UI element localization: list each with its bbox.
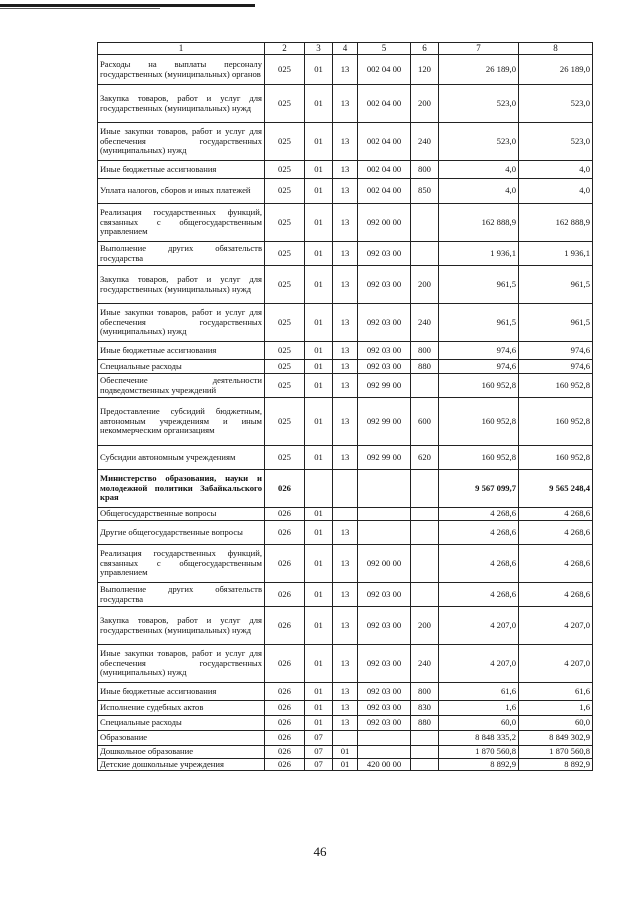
row-name-cell: Иные бюджетные ассигнования: [98, 161, 265, 179]
amount-col7-cell: 523,0: [439, 123, 519, 161]
amount-col7-cell: 4 268,6: [439, 545, 519, 583]
code-ministry-cell: 025: [265, 446, 305, 470]
code-type-cell: [411, 759, 439, 771]
code-section-cell: 01: [305, 583, 333, 607]
row-name-cell: Иные закупки товаров, работ и услуг для обеспечения государственных (муниципальных) нужд: [98, 123, 265, 161]
amount-col7-cell: 1,6: [439, 701, 519, 716]
code-subsection-cell: 13: [333, 716, 358, 731]
amount-col8-cell: 4 268,6: [519, 508, 593, 521]
code-target-cell: [358, 746, 411, 759]
table-header-row: [98, 43, 593, 55]
code-ministry-cell: 026: [265, 521, 305, 545]
code-subsection-cell: 13: [333, 683, 358, 701]
row-name-cell: Министерство образования, науки и молодежной политики Забайкальского края: [98, 470, 265, 508]
row-name-cell: Специальные расходы: [98, 716, 265, 731]
page-number: 46: [313, 844, 327, 859]
amount-col8-cell: 1 936,1: [519, 242, 593, 266]
code-type-cell: 830: [411, 701, 439, 716]
amount-col8-cell: 1 870 560,8: [519, 746, 593, 759]
amount-col7-cell: 60,0: [439, 716, 519, 731]
row-name-cell: Расходы на выплаты персоналу государственных (муниципальных) органов: [98, 55, 265, 85]
table-row: [98, 508, 593, 521]
code-target-cell: 002 04 00: [358, 85, 411, 123]
row-name-cell: Уплата налогов, сборов и иных платежей: [98, 179, 265, 204]
code-type-cell: [411, 470, 439, 508]
code-target-cell: [358, 731, 411, 746]
code-subsection-cell: 13: [333, 360, 358, 374]
amount-col7-cell: 961,5: [439, 304, 519, 342]
amount-col7-cell: 4 268,6: [439, 508, 519, 521]
table-row: [98, 123, 593, 161]
code-type-cell: 240: [411, 123, 439, 161]
code-ministry-cell: 025: [265, 242, 305, 266]
code-ministry-cell: 026: [265, 759, 305, 771]
amount-col7-cell: 160 952,8: [439, 446, 519, 470]
amount-col8-cell: 974,6: [519, 360, 593, 374]
code-section-cell: 01: [305, 645, 333, 683]
code-ministry-cell: 025: [265, 398, 305, 446]
amount-col7-cell: 4 268,6: [439, 583, 519, 607]
code-subsection-cell: 13: [333, 304, 358, 342]
code-section-cell: 01: [305, 179, 333, 204]
amount-col8-cell: 4 207,0: [519, 645, 593, 683]
amount-col7-cell: 961,5: [439, 266, 519, 304]
amount-col8-cell: 523,0: [519, 85, 593, 123]
code-ministry-cell: 025: [265, 266, 305, 304]
code-section-cell: [305, 470, 333, 508]
row-name-cell: Иные закупки товаров, работ и услуг для обеспечения государственных (муниципальных) нужд: [98, 645, 265, 683]
code-type-cell: 120: [411, 55, 439, 85]
header-cell: 2: [265, 43, 305, 55]
code-target-cell: 092 00 00: [358, 545, 411, 583]
code-type-cell: [411, 204, 439, 242]
header-cell: 3: [305, 43, 333, 55]
scan-artifact-line: [0, 4, 255, 7]
amount-col8-cell: 4 268,6: [519, 583, 593, 607]
table-row: [98, 204, 593, 242]
amount-col7-cell: 160 952,8: [439, 374, 519, 398]
amount-col8-cell: 961,5: [519, 266, 593, 304]
amount-col8-cell: 4,0: [519, 179, 593, 204]
code-section-cell: 01: [305, 304, 333, 342]
code-subsection-cell: 13: [333, 204, 358, 242]
code-target-cell: 420 00 00: [358, 759, 411, 771]
table-row: [98, 607, 593, 645]
code-subsection-cell: [333, 470, 358, 508]
row-name-cell: Выполнение других обязательств государства: [98, 583, 265, 607]
code-section-cell: 01: [305, 545, 333, 583]
amount-col7-cell: 8 892,9: [439, 759, 519, 771]
amount-col7-cell: 1 870 560,8: [439, 746, 519, 759]
code-target-cell: 092 03 00: [358, 701, 411, 716]
row-name-cell: Закупка товаров, работ и услуг для государственных (муниципальных) нужд: [98, 607, 265, 645]
amount-col7-cell: 9 567 099,7: [439, 470, 519, 508]
table-row: [98, 55, 593, 85]
amount-col8-cell: 162 888,9: [519, 204, 593, 242]
code-subsection-cell: 13: [333, 583, 358, 607]
code-target-cell: [358, 470, 411, 508]
code-ministry-cell: 025: [265, 123, 305, 161]
code-subsection-cell: 13: [333, 545, 358, 583]
code-section-cell: 01: [305, 55, 333, 85]
code-ministry-cell: 026: [265, 746, 305, 759]
code-ministry-cell: 026: [265, 645, 305, 683]
table-row: [98, 521, 593, 545]
code-ministry-cell: 026: [265, 683, 305, 701]
code-target-cell: 092 03 00: [358, 645, 411, 683]
code-ministry-cell: 026: [265, 583, 305, 607]
table-row: [98, 161, 593, 179]
row-name-cell: Иные закупки товаров, работ и услуг для обеспечения государственных (муниципальных) нужд: [98, 304, 265, 342]
amount-col7-cell: 4 207,0: [439, 607, 519, 645]
table-row: [98, 545, 593, 583]
row-name-cell: Специальные расходы: [98, 360, 265, 374]
table-row: [98, 683, 593, 701]
table-row: [98, 398, 593, 446]
code-section-cell: 01: [305, 446, 333, 470]
code-section-cell: 01: [305, 161, 333, 179]
code-type-cell: 800: [411, 683, 439, 701]
amount-col8-cell: 160 952,8: [519, 446, 593, 470]
code-subsection-cell: 13: [333, 242, 358, 266]
row-name-cell: Исполнение судебных актов: [98, 701, 265, 716]
code-subsection-cell: 13: [333, 161, 358, 179]
code-section-cell: 07: [305, 759, 333, 771]
code-section-cell: 01: [305, 521, 333, 545]
amount-col7-cell: 4 207,0: [439, 645, 519, 683]
amount-col7-cell: 26 189,0: [439, 55, 519, 85]
amount-col7-cell: 61,6: [439, 683, 519, 701]
code-target-cell: 002 04 00: [358, 123, 411, 161]
row-name-cell: Закупка товаров, работ и услуг для государственных (муниципальных) нужд: [98, 266, 265, 304]
amount-col7-cell: 523,0: [439, 85, 519, 123]
table-row: [98, 242, 593, 266]
code-section-cell: 01: [305, 242, 333, 266]
code-subsection-cell: 01: [333, 746, 358, 759]
code-type-cell: [411, 545, 439, 583]
amount-col8-cell: 1,6: [519, 701, 593, 716]
table-row: [98, 304, 593, 342]
code-subsection-cell: 01: [333, 759, 358, 771]
code-target-cell: [358, 521, 411, 545]
amount-col8-cell: 4 268,6: [519, 545, 593, 583]
code-type-cell: 200: [411, 266, 439, 304]
code-ministry-cell: 025: [265, 360, 305, 374]
row-name-cell: Другие общегосударственные вопросы: [98, 521, 265, 545]
header-cell: 7: [439, 43, 519, 55]
code-subsection-cell: 13: [333, 374, 358, 398]
amount-col8-cell: 4 268,6: [519, 521, 593, 545]
amount-col8-cell: 8 849 302,9: [519, 731, 593, 746]
table-row: [98, 716, 593, 731]
code-type-cell: [411, 508, 439, 521]
table-row: [98, 342, 593, 360]
amount-col8-cell: 160 952,8: [519, 374, 593, 398]
code-ministry-cell: 025: [265, 374, 305, 398]
amount-col8-cell: 974,6: [519, 342, 593, 360]
code-target-cell: 092 03 00: [358, 583, 411, 607]
code-section-cell: 01: [305, 123, 333, 161]
amount-col7-cell: 4,0: [439, 179, 519, 204]
amount-col7-cell: 8 848 335,2: [439, 731, 519, 746]
code-target-cell: 092 99 00: [358, 398, 411, 446]
code-type-cell: 880: [411, 716, 439, 731]
code-section-cell: 01: [305, 508, 333, 521]
row-name-cell: Обеспечение деятельности подведомственных учреждений: [98, 374, 265, 398]
table-row: [98, 701, 593, 716]
code-section-cell: 01: [305, 701, 333, 716]
code-subsection-cell: 13: [333, 179, 358, 204]
code-type-cell: [411, 746, 439, 759]
amount-col7-cell: 162 888,9: [439, 204, 519, 242]
row-name-cell: Выполнение других обязательств государства: [98, 242, 265, 266]
code-ministry-cell: 026: [265, 701, 305, 716]
code-type-cell: 800: [411, 342, 439, 360]
header-cell: 6: [411, 43, 439, 55]
code-type-cell: [411, 731, 439, 746]
code-target-cell: [358, 508, 411, 521]
code-type-cell: 200: [411, 85, 439, 123]
amount-col7-cell: 974,6: [439, 342, 519, 360]
code-target-cell: 092 99 00: [358, 374, 411, 398]
row-name-cell: Иные бюджетные ассигнования: [98, 342, 265, 360]
amount-col7-cell: 4 268,6: [439, 521, 519, 545]
code-subsection-cell: 13: [333, 55, 358, 85]
row-name-cell: Детские дошкольные учреждения: [98, 759, 265, 771]
amount-col8-cell: 8 892,9: [519, 759, 593, 771]
amount-col7-cell: 974,6: [439, 360, 519, 374]
amount-col7-cell: 1 936,1: [439, 242, 519, 266]
amount-col8-cell: 961,5: [519, 304, 593, 342]
code-target-cell: 092 03 00: [358, 304, 411, 342]
amount-col8-cell: 160 952,8: [519, 398, 593, 446]
code-section-cell: 01: [305, 374, 333, 398]
code-subsection-cell: 13: [333, 645, 358, 683]
table-row: [98, 446, 593, 470]
row-name-cell: Реализация государственных функций, связанных с общегосударственным управлением: [98, 204, 265, 242]
code-subsection-cell: 13: [333, 607, 358, 645]
code-ministry-cell: 025: [265, 342, 305, 360]
code-ministry-cell: 025: [265, 55, 305, 85]
row-name-cell: Субсидии автономным учреждениям: [98, 446, 265, 470]
code-ministry-cell: 026: [265, 731, 305, 746]
amount-col8-cell: 9 565 248,4: [519, 470, 593, 508]
row-name-cell: Дошкольное образование: [98, 746, 265, 759]
code-type-cell: 800: [411, 161, 439, 179]
code-section-cell: 01: [305, 683, 333, 701]
row-name-cell: Иные бюджетные ассигнования: [98, 683, 265, 701]
header-cell: 1: [98, 43, 265, 55]
header-cell: 4: [333, 43, 358, 55]
code-type-cell: [411, 521, 439, 545]
code-section-cell: 01: [305, 607, 333, 645]
code-ministry-cell: 025: [265, 304, 305, 342]
code-type-cell: 240: [411, 645, 439, 683]
code-section-cell: 07: [305, 746, 333, 759]
amount-col8-cell: 4,0: [519, 161, 593, 179]
code-ministry-cell: 025: [265, 161, 305, 179]
amount-col7-cell: 160 952,8: [439, 398, 519, 446]
code-section-cell: 01: [305, 360, 333, 374]
table-row: [98, 583, 593, 607]
row-name-cell: Реализация государственных функций, связанных с общегосударственным управлением: [98, 545, 265, 583]
code-target-cell: 002 04 00: [358, 179, 411, 204]
code-ministry-cell: 026: [265, 508, 305, 521]
code-target-cell: 092 99 00: [358, 446, 411, 470]
code-type-cell: 200: [411, 607, 439, 645]
row-name-cell: Образование: [98, 731, 265, 746]
table-row: [98, 731, 593, 746]
code-ministry-cell: 025: [265, 204, 305, 242]
table-row: [98, 360, 593, 374]
amount-col8-cell: 60,0: [519, 716, 593, 731]
code-ministry-cell: 026: [265, 470, 305, 508]
code-type-cell: [411, 374, 439, 398]
code-target-cell: 092 03 00: [358, 266, 411, 304]
row-name-cell: Общегосударственные вопросы: [98, 508, 265, 521]
code-target-cell: 092 03 00: [358, 342, 411, 360]
code-subsection-cell: 13: [333, 446, 358, 470]
code-target-cell: 092 03 00: [358, 683, 411, 701]
code-subsection-cell: 13: [333, 123, 358, 161]
header-cell: 8: [519, 43, 593, 55]
code-target-cell: 002 04 00: [358, 161, 411, 179]
code-subsection-cell: 13: [333, 701, 358, 716]
code-ministry-cell: 025: [265, 85, 305, 123]
code-section-cell: 01: [305, 398, 333, 446]
code-subsection-cell: [333, 508, 358, 521]
table-row: [98, 374, 593, 398]
amount-col7-cell: 4,0: [439, 161, 519, 179]
table-row: [98, 645, 593, 683]
code-subsection-cell: 13: [333, 266, 358, 304]
table-row: [98, 85, 593, 123]
code-ministry-cell: 025: [265, 179, 305, 204]
code-target-cell: 092 03 00: [358, 360, 411, 374]
code-type-cell: [411, 242, 439, 266]
table-row: [98, 470, 593, 508]
table-row: [98, 759, 593, 771]
code-subsection-cell: [333, 731, 358, 746]
row-name-cell: Закупка товаров, работ и услуг для государственных (муниципальных) нужд: [98, 85, 265, 123]
code-type-cell: 240: [411, 304, 439, 342]
code-type-cell: 880: [411, 360, 439, 374]
scan-artifact-line: [0, 8, 160, 9]
code-section-cell: 01: [305, 266, 333, 304]
code-target-cell: 092 03 00: [358, 716, 411, 731]
code-section-cell: 01: [305, 85, 333, 123]
budget-table: [97, 42, 593, 771]
code-target-cell: 002 04 00: [358, 55, 411, 85]
code-type-cell: 850: [411, 179, 439, 204]
amount-col8-cell: 4 207,0: [519, 607, 593, 645]
table-row: [98, 746, 593, 759]
code-target-cell: 092 03 00: [358, 242, 411, 266]
amount-col8-cell: 61,6: [519, 683, 593, 701]
code-type-cell: 620: [411, 446, 439, 470]
table-row: [98, 179, 593, 204]
table-row: [98, 266, 593, 304]
code-section-cell: 07: [305, 731, 333, 746]
code-section-cell: 01: [305, 204, 333, 242]
code-subsection-cell: 13: [333, 85, 358, 123]
code-type-cell: 600: [411, 398, 439, 446]
code-subsection-cell: 13: [333, 398, 358, 446]
code-subsection-cell: 13: [333, 342, 358, 360]
code-ministry-cell: 026: [265, 607, 305, 645]
amount-col8-cell: 523,0: [519, 123, 593, 161]
code-target-cell: 092 03 00: [358, 607, 411, 645]
code-subsection-cell: 13: [333, 521, 358, 545]
header-cell: 5: [358, 43, 411, 55]
amount-col8-cell: 26 189,0: [519, 55, 593, 85]
code-target-cell: 092 00 00: [358, 204, 411, 242]
code-ministry-cell: 026: [265, 716, 305, 731]
code-type-cell: [411, 583, 439, 607]
code-ministry-cell: 026: [265, 545, 305, 583]
code-section-cell: 01: [305, 342, 333, 360]
row-name-cell: Предоставление субсидий бюджетным, автономным учреждениям и иным некоммерческим организациям: [98, 398, 265, 446]
code-section-cell: 01: [305, 716, 333, 731]
